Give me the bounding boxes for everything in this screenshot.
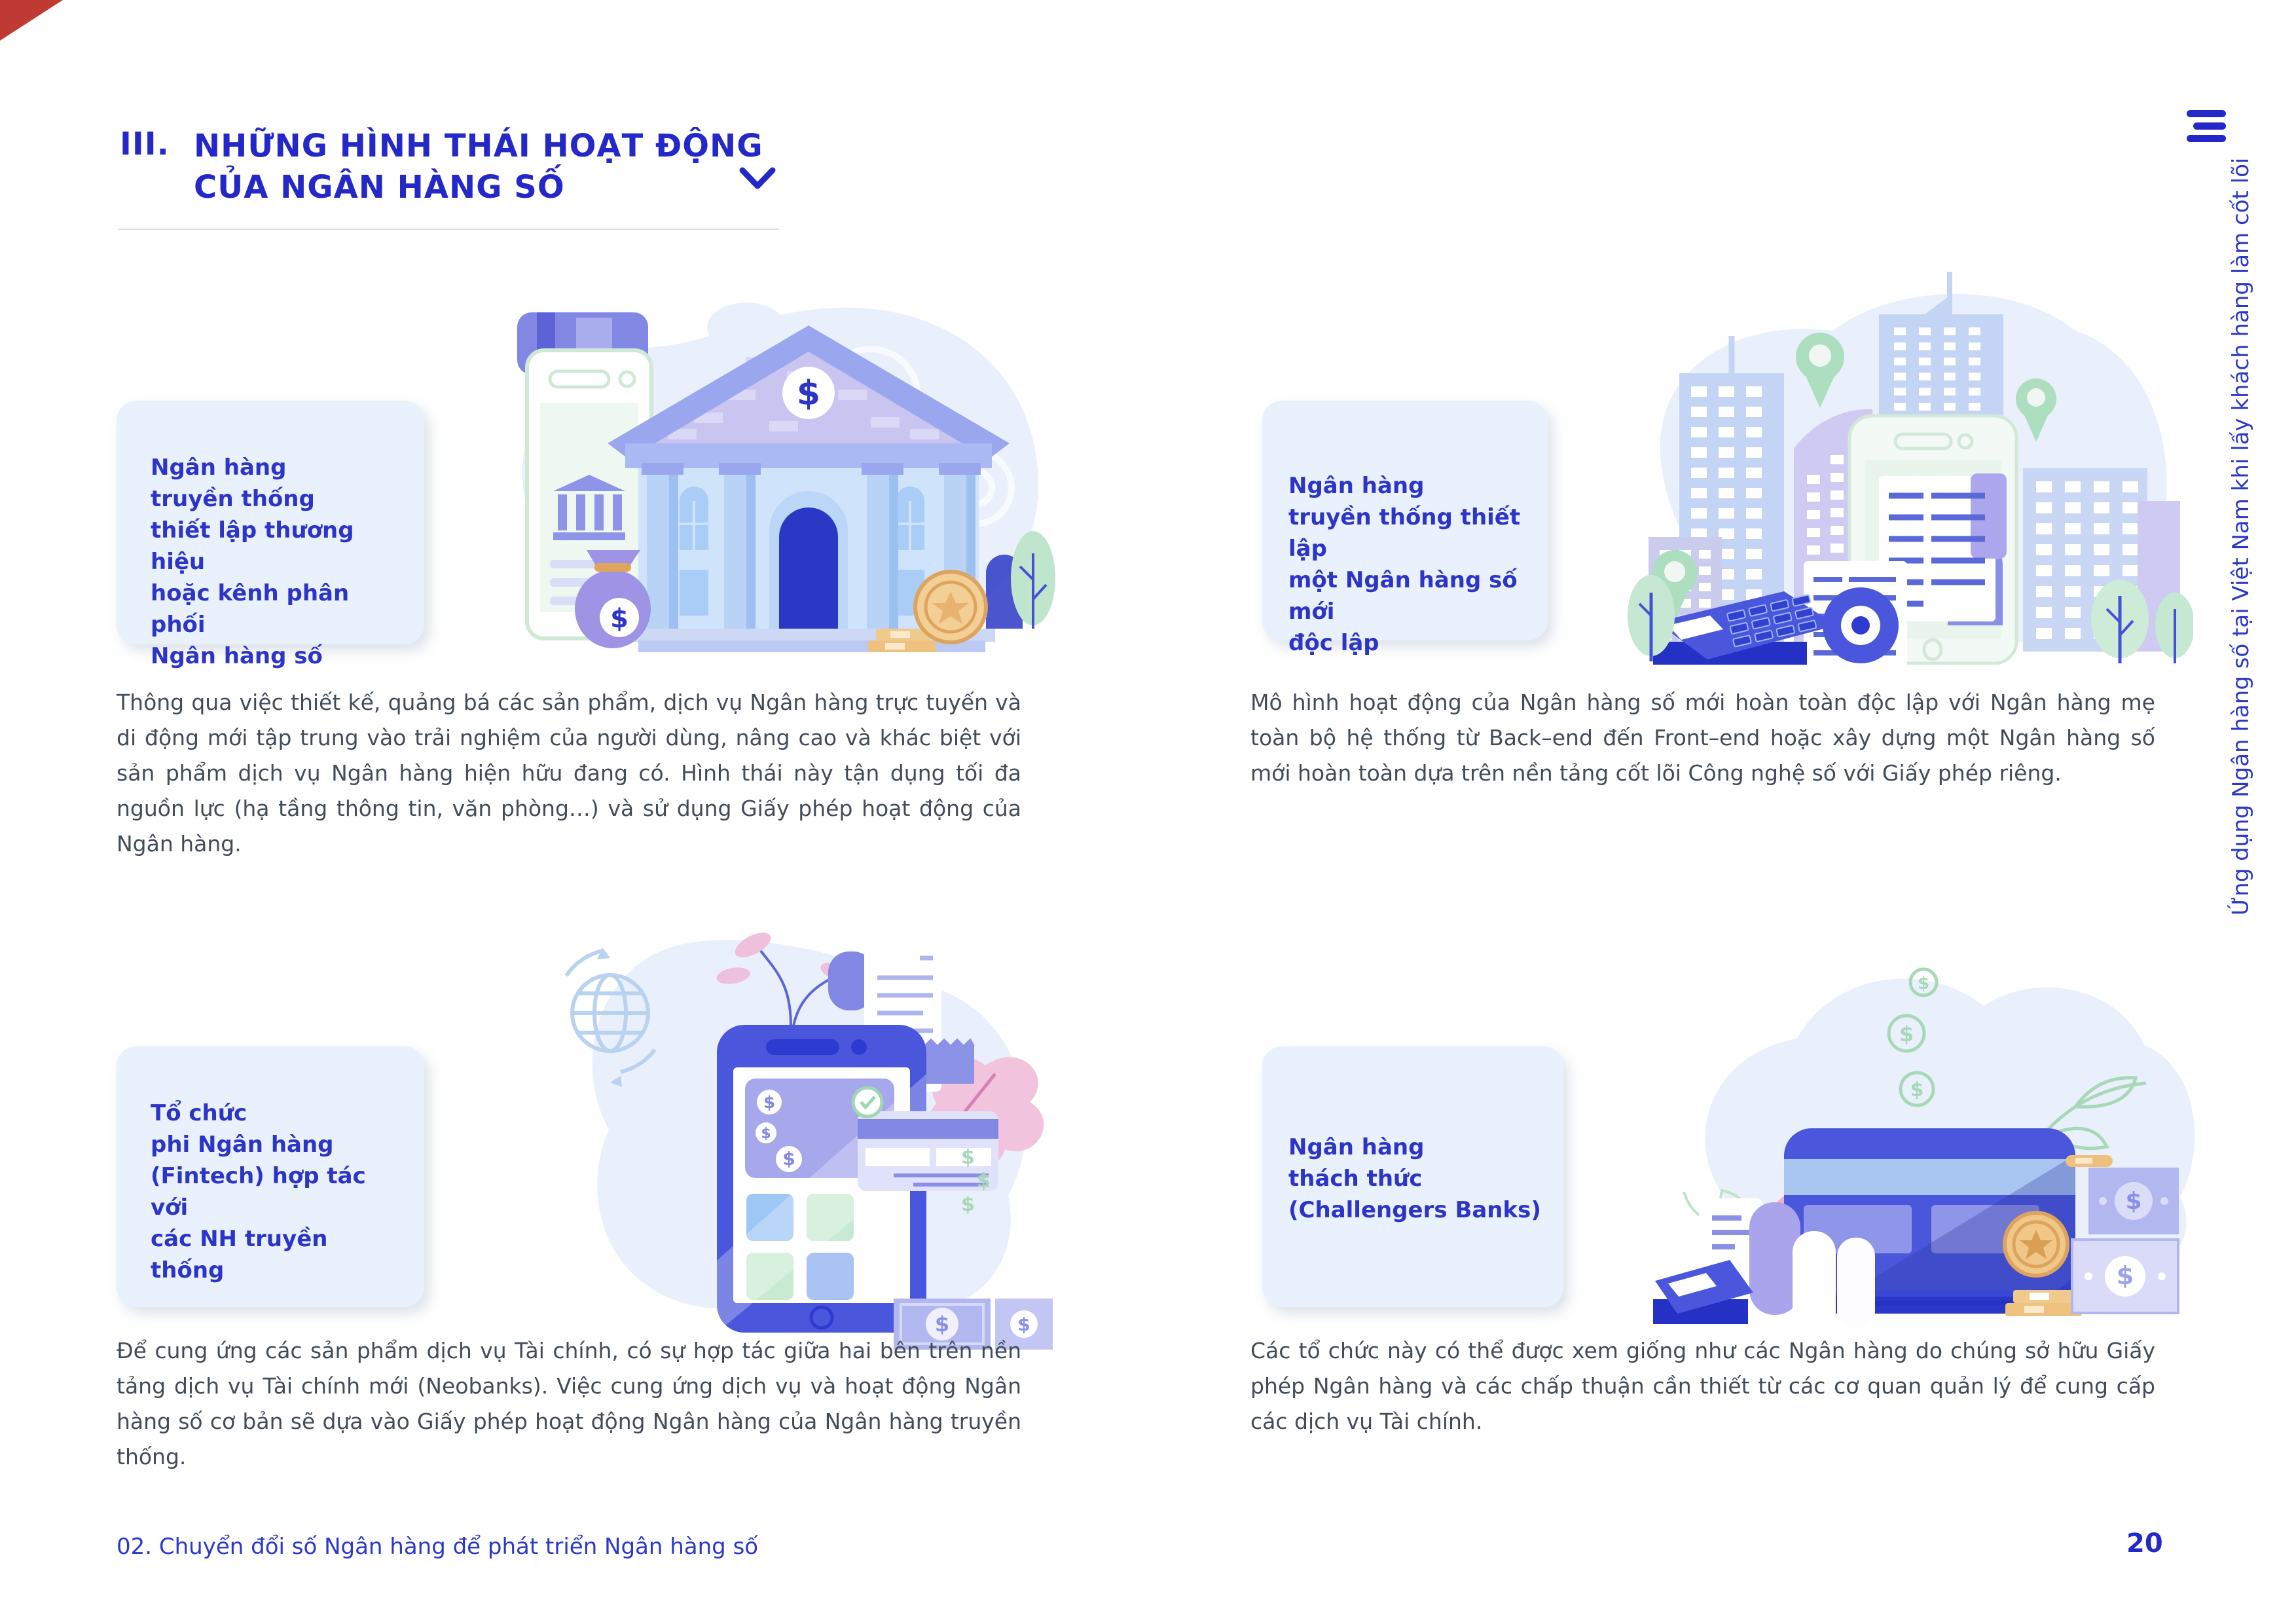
card-independent-digital-bank bbox=[1262, 401, 1548, 656]
menu-bar bbox=[2193, 122, 2226, 130]
section-paragraph: Mô hình hoạt động của Ngân hàng số mới hoàn toàn độc lập với Ngân hàng mẹ toàn bộ hệ thống từ Back–end đến Front–end hoặc xây dựng một Ngân hàng số mới hoàn toàn dựa trên nền tảng cốt lõi Công nghệ số với Giấy phép riêng. bbox=[1250, 690, 2155, 786]
svg-text:$: $ bbox=[1899, 1022, 1914, 1046]
chevron-down-icon[interactable] bbox=[738, 165, 776, 193]
card-line: Ngân hàng bbox=[1288, 473, 1425, 499]
card-line: các NH truyền thống bbox=[151, 1226, 328, 1283]
card-traditional-brand bbox=[117, 401, 424, 669]
page-title-line2: CỦA NGÂN HÀNG SỐ bbox=[194, 169, 565, 206]
challenger-bank-card-illustration bbox=[1643, 935, 2219, 1328]
card-line: Ngân hàng bbox=[151, 454, 287, 481]
card-line: phi Ngân hàng bbox=[151, 1132, 334, 1158]
card-line: Ngân hàng số bbox=[151, 643, 323, 669]
svg-text:$: $ bbox=[1917, 974, 1930, 993]
corner-fold-decoration bbox=[0, 0, 63, 41]
sidebar-vertical-caption: Ứng dụng Ngân hàng số tại Việt Nam khi lấy khách hàng làm cốt lõi bbox=[2228, 157, 2254, 915]
section-number: III. bbox=[120, 126, 170, 162]
svg-text:$: $ bbox=[782, 1148, 795, 1170]
svg-text:$: $ bbox=[961, 1146, 975, 1169]
fintech-smartphone-illustration bbox=[537, 907, 1061, 1352]
page-number: 20 bbox=[2126, 1528, 2163, 1559]
svg-text:$: $ bbox=[1910, 1079, 1924, 1101]
page-title bbox=[194, 126, 816, 208]
card-line: độc lập bbox=[1288, 630, 1379, 656]
svg-text:$: $ bbox=[761, 1126, 771, 1142]
menu-bar bbox=[2187, 110, 2226, 117]
svg-text:$: $ bbox=[1017, 1314, 1030, 1335]
card-line: Ngân hàng bbox=[1288, 1134, 1425, 1160]
menu-bar bbox=[2187, 135, 2226, 142]
page-title-line1: NHỮNG HÌNH THÁI HOẠT ĐỘNG bbox=[194, 128, 763, 164]
section-paragraph: Thông qua việc thiết kế, quảng bá các sản phẩm, dịch vụ Ngân hàng trực tuyến và di động mới tập trung vào trải nghiệm của người dùng, nâng cao và khác biệt với sản phẩm dịch vụ Ngân hàng hiện hữu đang có. Hình thái này tận dụng tối đa nguồn lực (hạ tầng thông tin, văn phòng…) và sử dụng Giấy phép hoạt động của Ngân hàng. bbox=[117, 690, 1021, 857]
heading-divider bbox=[118, 229, 779, 230]
card-line: truyền thống bbox=[151, 486, 315, 512]
svg-text:$: $ bbox=[961, 1193, 975, 1216]
card-line: Tổ chức bbox=[151, 1100, 247, 1126]
card-line: hoặc kênh phân phối bbox=[151, 580, 350, 638]
card-line: một Ngân hàng số mới bbox=[1288, 567, 1518, 625]
card-challenger-banks bbox=[1262, 1046, 1563, 1307]
svg-text:$: $ bbox=[977, 1170, 991, 1192]
svg-text:$: $ bbox=[2116, 1261, 2134, 1290]
traditional-bank-building-illustration bbox=[471, 272, 1074, 665]
svg-text:$: $ bbox=[796, 374, 821, 413]
card-fintech-cooperation bbox=[117, 1046, 424, 1307]
hamburger-menu-icon[interactable] bbox=[2187, 110, 2226, 147]
section-paragraph: Các tổ chức này có thể được xem giống như các Ngân hàng do chúng sở hữu Giấy phép Ngân hàng và các chấp thuận cần thiết từ các cơ quan quản lý để cung cấp các dịch vụ Tài chính. bbox=[1250, 1338, 2155, 1434]
card-line: truyền thống thiết lập bbox=[1288, 504, 1521, 562]
card-line: thách thức bbox=[1288, 1166, 1423, 1192]
svg-text:$: $ bbox=[934, 1312, 950, 1337]
svg-text:$: $ bbox=[610, 604, 629, 634]
svg-text:$: $ bbox=[2125, 1188, 2142, 1215]
card-line: (Fintech) hợp tác với bbox=[151, 1163, 366, 1221]
footer-chapter-label: 02. Chuyển đổi số Ngân hàng để phát triển Ngân hàng số bbox=[117, 1534, 759, 1560]
card-line: thiết lập thương hiệu bbox=[151, 517, 354, 575]
svg-text:$: $ bbox=[763, 1093, 776, 1113]
section-paragraph: Để cung ứng các sản phẩm dịch vụ Tài chính, có sự hợp tác giữa hai bên trên nền tảng dịch vụ Tài chính mới (Neobanks). Việc cung ứng dịch vụ và hoạt động Ngân hàng số cơ bản sẽ dựa vào Giấy phép hoạt động Ngân hàng của Ngân hàng truyền thống. bbox=[117, 1338, 1021, 1469]
card-line: (Challengers Banks) bbox=[1288, 1197, 1541, 1223]
digital-bank-city-illustration bbox=[1617, 259, 2193, 665]
